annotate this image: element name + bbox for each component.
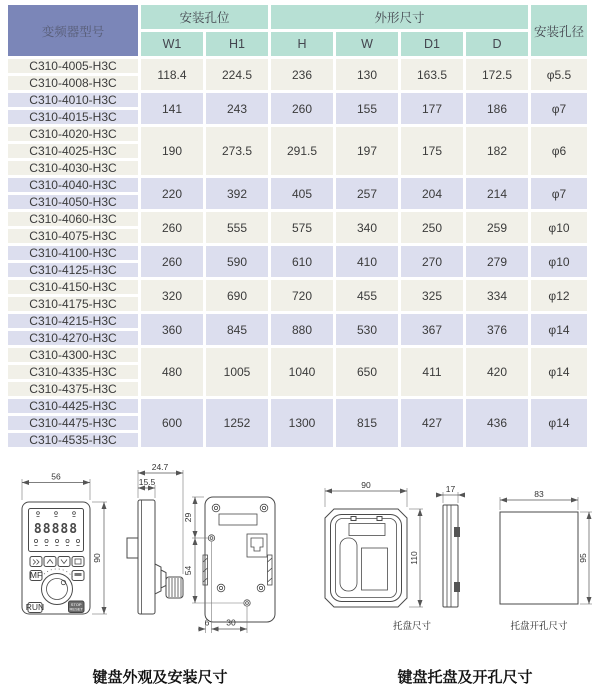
keypad-depth-total-dim: 24.7 bbox=[151, 462, 169, 472]
value-cell-w1: 260 bbox=[141, 212, 203, 243]
tray-height-dim: 110 bbox=[409, 551, 419, 565]
tray-clip-top bbox=[454, 527, 460, 537]
keypad-caption: 键盘外观及安装尺寸 bbox=[92, 669, 228, 686]
value-cell-d1: 250 bbox=[401, 212, 463, 243]
value-cell-h1: 555 bbox=[206, 212, 268, 243]
hole-diameter-cell: φ10 bbox=[531, 246, 587, 277]
table-row bbox=[8, 348, 587, 362]
header-row-groups bbox=[8, 5, 587, 29]
svg-text:RESET: RESET bbox=[69, 606, 83, 612]
hole-diameter-cell: φ14 bbox=[531, 399, 587, 447]
model-cell: C310-4020-H3C bbox=[8, 127, 138, 141]
outline-size-group-header: 外形尺寸 bbox=[271, 5, 528, 29]
hole-diameter-cell: φ5.5 bbox=[531, 59, 587, 90]
value-cell-w: 130 bbox=[336, 59, 398, 90]
value-cell-h: 610 bbox=[271, 246, 333, 277]
value-cell-h: 260 bbox=[271, 93, 333, 124]
model-cell: C310-4270-H3C bbox=[8, 331, 138, 345]
value-cell-w: 155 bbox=[336, 93, 398, 124]
value-cell-h: 575 bbox=[271, 212, 333, 243]
model-cell: C310-4015-H3C bbox=[8, 110, 138, 124]
col-header-d1: D1 bbox=[401, 32, 463, 56]
table-row bbox=[8, 178, 587, 192]
tray-cutout-view bbox=[500, 489, 592, 632]
model-cell: C310-4030-H3C bbox=[8, 161, 138, 175]
col-header-h: H bbox=[271, 32, 333, 56]
model-cell: C310-4375-H3C bbox=[8, 382, 138, 396]
value-cell-h: 291.5 bbox=[271, 127, 333, 175]
value-cell-w1: 360 bbox=[141, 314, 203, 345]
value-cell-d1: 367 bbox=[401, 314, 463, 345]
table-row bbox=[8, 59, 587, 73]
col-header-w1: W1 bbox=[141, 32, 203, 56]
model-cell: C310-4215-H3C bbox=[8, 314, 138, 328]
hole-diameter-cell: φ7 bbox=[531, 93, 587, 124]
hole-diameter-cell: φ14 bbox=[531, 348, 587, 396]
shift-icon bbox=[75, 573, 82, 576]
tray-clip-bottom bbox=[454, 582, 460, 592]
hole-diameter-header: 安装孔径 bbox=[531, 5, 587, 56]
seven-segment-display: 88888 bbox=[33, 522, 79, 537]
keypad-height-dim: 90 bbox=[92, 553, 102, 563]
value-cell-d: 214 bbox=[466, 178, 528, 209]
value-cell-d: 172.5 bbox=[466, 59, 528, 90]
value-cell-d1: 204 bbox=[401, 178, 463, 209]
spec-table bbox=[5, 2, 590, 450]
value-cell-w1: 600 bbox=[141, 399, 203, 447]
value-cell-w1: 480 bbox=[141, 348, 203, 396]
value-cell-w: 340 bbox=[336, 212, 398, 243]
knob-shaft bbox=[155, 564, 161, 594]
value-cell-h: 1300 bbox=[271, 399, 333, 447]
tray-size-label: 托盘尺寸 bbox=[392, 621, 432, 632]
model-cell: C310-4025-H3C bbox=[8, 144, 138, 158]
enter-button bbox=[72, 557, 84, 567]
value-cell-w: 257 bbox=[336, 178, 398, 209]
value-cell-w: 410 bbox=[336, 246, 398, 277]
tray-side-view bbox=[436, 484, 465, 607]
value-cell-h: 880 bbox=[271, 314, 333, 345]
value-cell-h1: 273.5 bbox=[206, 127, 268, 175]
value-cell-h: 405 bbox=[271, 178, 333, 209]
model-cell: C310-4150-H3C bbox=[8, 280, 138, 294]
side-connector bbox=[127, 538, 138, 558]
model-cell: C310-4175-H3C bbox=[8, 297, 138, 311]
fast-forward-button bbox=[30, 557, 42, 567]
cutout-size-label: 托盘开孔尺寸 bbox=[510, 621, 568, 632]
tray-depth-dim: 17 bbox=[445, 484, 456, 494]
model-cell: C310-4335-H3C bbox=[8, 365, 138, 379]
value-cell-w: 530 bbox=[336, 314, 398, 345]
keypad-width-dim: 56 bbox=[51, 471, 61, 482]
model-cell: C310-4425-H3C bbox=[8, 399, 138, 413]
svg-text:MF: MF bbox=[29, 570, 43, 580]
value-cell-w1: 190 bbox=[141, 127, 203, 175]
keypad-side-view bbox=[127, 462, 183, 614]
keypad-back-top-dim: 29 bbox=[183, 512, 193, 523]
value-cell-h1: 243 bbox=[206, 93, 268, 124]
value-cell-h1: 392 bbox=[206, 178, 268, 209]
table-body bbox=[8, 59, 587, 447]
down-button bbox=[58, 557, 70, 567]
table-row bbox=[8, 399, 587, 413]
up-button bbox=[44, 557, 56, 567]
hole-diameter-cell: φ7 bbox=[531, 178, 587, 209]
model-cell: C310-4005-H3C bbox=[8, 59, 138, 73]
model-cell: C310-4075-H3C bbox=[8, 229, 138, 243]
model-cell: C310-4010-H3C bbox=[8, 93, 138, 107]
value-cell-d: 376 bbox=[466, 314, 528, 345]
mount-hole-group-header: 安装孔位 bbox=[141, 5, 268, 29]
value-cell-d: 436 bbox=[466, 399, 528, 447]
model-cell: C310-4060-H3C bbox=[8, 212, 138, 226]
value-cell-w: 455 bbox=[336, 280, 398, 311]
col-header-d: D bbox=[466, 32, 528, 56]
value-cell-d1: 177 bbox=[401, 93, 463, 124]
value-cell-w1: 260 bbox=[141, 246, 203, 277]
table-row bbox=[8, 212, 587, 226]
table-row bbox=[8, 280, 587, 294]
table-row bbox=[8, 246, 587, 260]
model-cell: C310-4300-H3C bbox=[8, 348, 138, 362]
model-cell: C310-4040-H3C bbox=[8, 178, 138, 192]
value-cell-h1: 590 bbox=[206, 246, 268, 277]
value-cell-h1: 224.5 bbox=[206, 59, 268, 90]
table-row bbox=[8, 314, 587, 328]
value-cell-d1: 270 bbox=[401, 246, 463, 277]
value-cell-d1: 325 bbox=[401, 280, 463, 311]
tray-caption: 键盘托盘及开孔尺寸 bbox=[397, 669, 533, 686]
cutout-width-dim: 83 bbox=[534, 489, 544, 499]
value-cell-w: 197 bbox=[336, 127, 398, 175]
model-cell: C310-4100-H3C bbox=[8, 246, 138, 260]
value-cell-d1: 427 bbox=[401, 399, 463, 447]
technical-drawings bbox=[0, 452, 600, 664]
table-row bbox=[8, 93, 587, 107]
value-cell-w1: 118.4 bbox=[141, 59, 203, 90]
value-cell-w1: 320 bbox=[141, 280, 203, 311]
model-column-header: 变频器型号 bbox=[8, 5, 138, 56]
hole-diameter-cell: φ6 bbox=[531, 127, 587, 175]
value-cell-h1: 1252 bbox=[206, 399, 268, 447]
value-cell-w: 650 bbox=[336, 348, 398, 396]
value-cell-d1: 175 bbox=[401, 127, 463, 175]
cutout-height-dim: 95 bbox=[578, 553, 588, 563]
value-cell-d: 259 bbox=[466, 212, 528, 243]
value-cell-h: 720 bbox=[271, 280, 333, 311]
value-cell-h: 236 bbox=[271, 59, 333, 90]
model-cell: C310-4475-H3C bbox=[8, 416, 138, 430]
col-header-h1: H1 bbox=[206, 32, 268, 56]
value-cell-d: 334 bbox=[466, 280, 528, 311]
value-cell-w1: 220 bbox=[141, 178, 203, 209]
svg-text:STOP: STOP bbox=[70, 602, 82, 607]
value-cell-d: 182 bbox=[466, 127, 528, 175]
keypad-front-view bbox=[22, 472, 107, 615]
knob-barrel bbox=[166, 577, 183, 598]
svg-text:RUN: RUN bbox=[25, 601, 45, 612]
keypad-back-bottom-dim-b: 30 bbox=[226, 617, 236, 628]
value-cell-w1: 141 bbox=[141, 93, 203, 124]
value-cell-d1: 411 bbox=[401, 348, 463, 396]
model-cell: C310-4050-H3C bbox=[8, 195, 138, 209]
model-cell: C310-4535-H3C bbox=[8, 433, 138, 447]
value-cell-h1: 690 bbox=[206, 280, 268, 311]
model-cell: C310-4125-H3C bbox=[8, 263, 138, 277]
tray-width-dim: 90 bbox=[361, 480, 371, 490]
model-cell: C310-4008-H3C bbox=[8, 76, 138, 90]
tray-front-view bbox=[325, 480, 431, 632]
keypad-back-mid-dim: 54 bbox=[183, 565, 193, 576]
value-cell-d: 420 bbox=[466, 348, 528, 396]
keypad-depth-front-dim: 15.5 bbox=[138, 477, 156, 487]
keypad-back-view bbox=[183, 497, 275, 633]
value-cell-h1: 1005 bbox=[206, 348, 268, 396]
value-cell-h1: 845 bbox=[206, 314, 268, 345]
value-cell-h: 1040 bbox=[271, 348, 333, 396]
hole-diameter-cell: φ14 bbox=[531, 314, 587, 345]
table-row bbox=[8, 127, 587, 141]
value-cell-d: 186 bbox=[466, 93, 528, 124]
hole-diameter-cell: φ10 bbox=[531, 212, 587, 243]
value-cell-d1: 163.5 bbox=[401, 59, 463, 90]
value-cell-w: 815 bbox=[336, 399, 398, 447]
hole-diameter-cell: φ12 bbox=[531, 280, 587, 311]
value-cell-d: 279 bbox=[466, 246, 528, 277]
keypad-back-bottom-dim-a: 6 bbox=[204, 617, 210, 628]
col-header-w: W bbox=[336, 32, 398, 56]
